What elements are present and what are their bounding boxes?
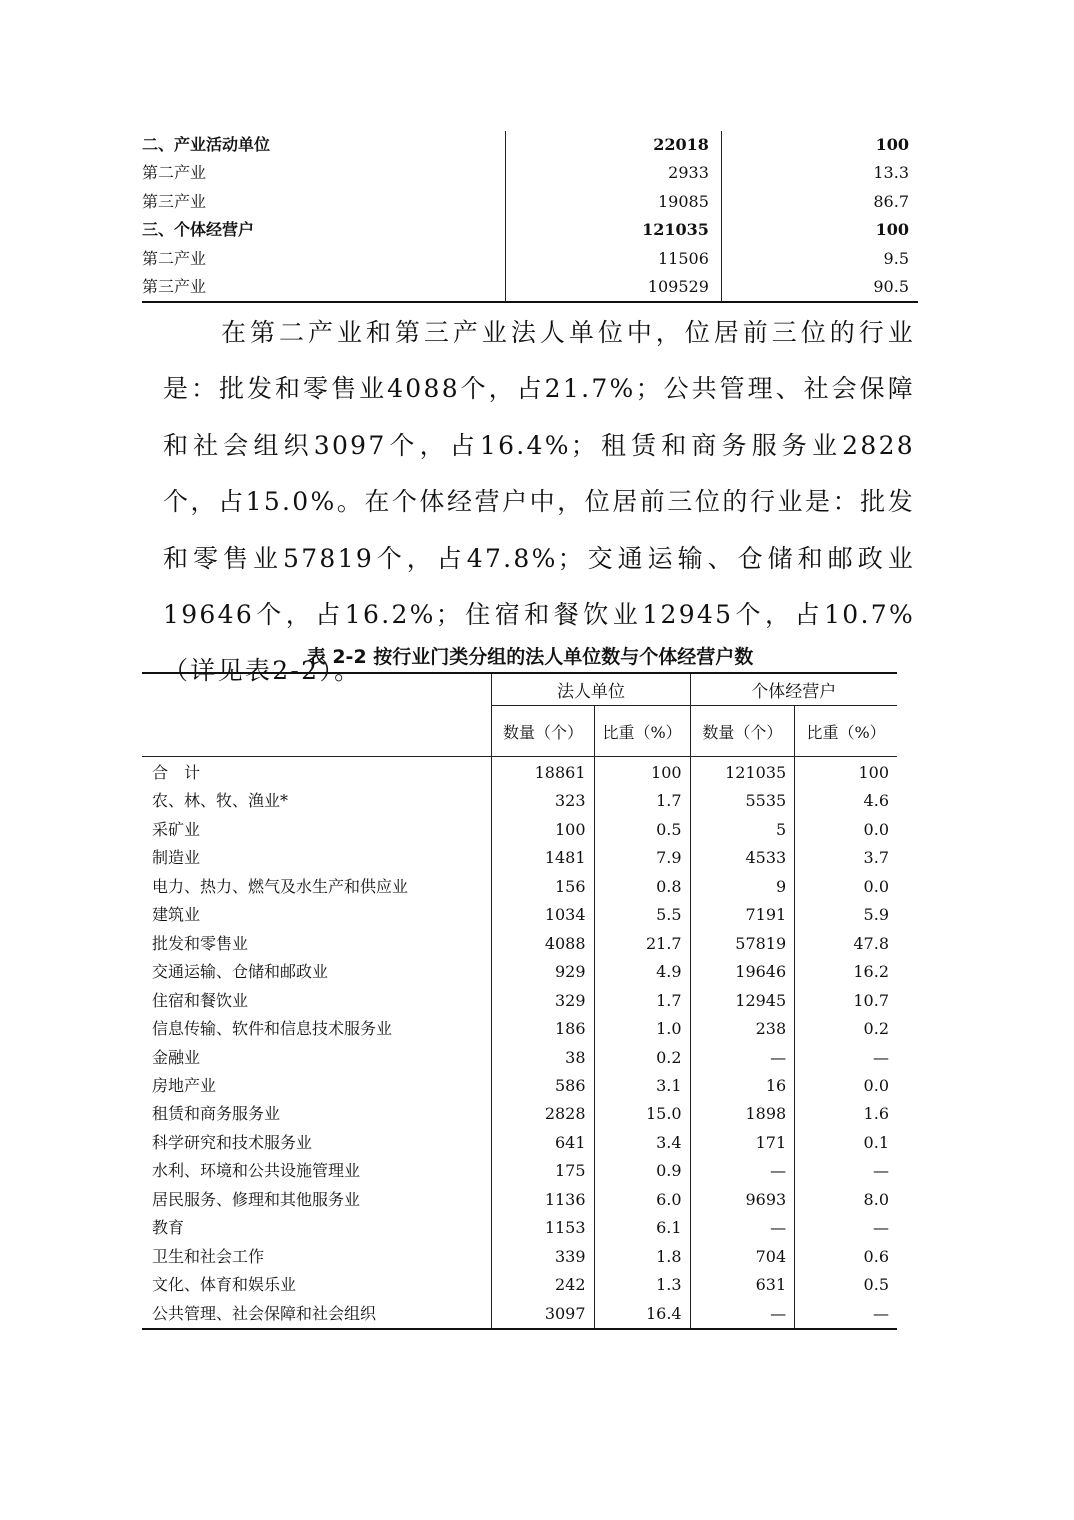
table-row: [142, 1271, 897, 1299]
row-legal-share: 6.1: [594, 1214, 690, 1242]
row-individual-share: 0.0: [795, 816, 897, 844]
summary-row: [142, 159, 918, 187]
row-individual-share: 0.0: [795, 1072, 897, 1100]
summary-row-count: 2933: [506, 159, 721, 187]
header-legal-share: 比重（%）: [594, 706, 690, 757]
summary-row-percent: 13.3: [721, 159, 918, 187]
row-legal-share: 6.0: [594, 1186, 690, 1214]
row-legal-share: 0.8: [594, 873, 690, 901]
summary-row-percent: 9.5: [721, 245, 918, 273]
row-individual-count: —: [690, 1300, 795, 1329]
row-individual-share: 100: [795, 757, 897, 788]
row-individual-count: —: [690, 1214, 795, 1242]
table-row: [142, 844, 897, 872]
table-header: [142, 673, 897, 757]
row-legal-count: 186: [492, 1015, 594, 1043]
row-individual-count: 238: [690, 1015, 795, 1043]
table-row: [142, 1129, 897, 1157]
row-individual-share: —: [795, 1214, 897, 1242]
row-legal-count: 242: [492, 1271, 594, 1299]
summary-row: [142, 188, 918, 216]
row-legal-share: 3.1: [594, 1072, 690, 1100]
row-individual-count: 5535: [690, 787, 795, 815]
table-row: [142, 1300, 897, 1329]
table-row: [142, 787, 897, 815]
header-individual-share: 比重（%）: [795, 706, 897, 757]
row-individual-share: 0.5: [795, 1271, 897, 1299]
row-legal-share: 1.0: [594, 1015, 690, 1043]
row-individual-share: 4.6: [795, 787, 897, 815]
row-industry-name: 合 计: [152, 763, 201, 782]
row-industry-name: 住宿和餐饮业: [152, 990, 249, 1010]
row-legal-share: 15.0: [594, 1100, 690, 1128]
summary-row-count: 19085: [506, 188, 721, 216]
row-individual-count: —: [690, 1157, 795, 1185]
header-individual-count: 数量（个）: [690, 706, 795, 757]
header-row-groups: [142, 673, 897, 706]
row-legal-count: 100: [492, 816, 594, 844]
row-legal-share: 0.9: [594, 1157, 690, 1185]
table-caption: 表 2-2 按行业门类分组的法人单位数与个体经营户数: [306, 646, 754, 668]
row-individual-share: 0.1: [795, 1129, 897, 1157]
row-individual-count: 9693: [690, 1186, 795, 1214]
row-legal-count: 175: [492, 1157, 594, 1185]
summary-row-percent: 100: [721, 216, 918, 244]
row-individual-share: 3.7: [795, 844, 897, 872]
summary-row: [142, 245, 918, 273]
header-blank-cell: [142, 673, 492, 757]
row-industry-name: 租赁和商务服务业: [152, 1104, 281, 1124]
row-legal-share: 0.5: [594, 816, 690, 844]
row-legal-share: 100: [594, 757, 690, 788]
row-industry-name: 公共管理、社会保障和社会组织: [152, 1303, 377, 1323]
industry-summary-table: [142, 131, 918, 303]
summary-row-count: 121035: [506, 216, 721, 244]
row-individual-count: 631: [690, 1271, 795, 1299]
summary-row: [142, 273, 918, 302]
row-legal-share: 1.8: [594, 1243, 690, 1271]
row-legal-share: 3.4: [594, 1129, 690, 1157]
row-legal-share: 7.9: [594, 844, 690, 872]
summary-row-percent: 86.7: [721, 188, 918, 216]
row-legal-count: 641: [492, 1129, 594, 1157]
summary-row-label: 第二产业: [142, 163, 207, 183]
row-individual-count: 1898: [690, 1100, 795, 1128]
summary-row-count: 22018: [506, 131, 721, 159]
row-legal-count: 1153: [492, 1214, 594, 1242]
row-individual-count: 19646: [690, 958, 795, 986]
row-individual-count: 16: [690, 1072, 795, 1100]
row-industry-name: 文化、体育和娱乐业: [152, 1275, 297, 1295]
row-industry-name: 电力、热力、燃气及水生产和供应业: [152, 876, 409, 896]
row-industry-name: 制造业: [152, 848, 201, 868]
row-individual-share: 0.2: [795, 1015, 897, 1043]
row-legal-count: 929: [492, 958, 594, 986]
table-row: [142, 1044, 897, 1072]
industry-summary-body: [142, 131, 918, 302]
table-row: [142, 1100, 897, 1128]
row-legal-share: 21.7: [594, 930, 690, 958]
row-individual-count: 5: [690, 816, 795, 844]
row-legal-count: 156: [492, 873, 594, 901]
table-row: [142, 816, 897, 844]
row-individual-share: —: [795, 1044, 897, 1072]
header-legal-count: 数量（个）: [492, 706, 594, 757]
row-legal-share: 16.4: [594, 1300, 690, 1329]
row-legal-count: 323: [492, 787, 594, 815]
row-individual-count: 12945: [690, 987, 795, 1015]
row-individual-share: 8.0: [795, 1186, 897, 1214]
row-individual-count: 7191: [690, 901, 795, 929]
table-row: [142, 1072, 897, 1100]
row-legal-share: 1.3: [594, 1271, 690, 1299]
row-legal-share: 0.2: [594, 1044, 690, 1072]
row-legal-count: 18861: [492, 757, 594, 788]
row-industry-name: 金融业: [152, 1047, 201, 1067]
paragraph-text: 在第二产业和第三产业法人单位中，位居前三位的行业是：批发和零售业4088个，占21.7%；公共管理、社会保障和社会组织3097个，占16.4%；租赁和商务服务业2828个，占15.0%。在个体经营户中，位居前三位的行业是：批发和零售业57819个，占47.8%；交通运输、仓储和邮政业19646个，占16.2%；住宿和餐饮业12945个，占10.7%（详见表2-2）。: [163, 318, 915, 686]
row-industry-name: 建筑业: [152, 905, 201, 925]
row-industry-name: 教育: [152, 1218, 185, 1238]
row-individual-share: 10.7: [795, 987, 897, 1015]
row-legal-share: 1.7: [594, 987, 690, 1015]
row-individual-count: 9: [690, 873, 795, 901]
row-individual-count: 57819: [690, 930, 795, 958]
industry-breakdown-table: [142, 672, 897, 1330]
row-individual-share: —: [795, 1157, 897, 1185]
row-legal-share: 4.9: [594, 958, 690, 986]
row-industry-name: 房地产业: [152, 1075, 217, 1095]
row-industry-name: 采矿业: [152, 819, 201, 839]
row-legal-share: 5.5: [594, 901, 690, 929]
row-individual-count: 4533: [690, 844, 795, 872]
summary-row-label: 第三产业: [142, 191, 207, 211]
row-legal-count: 3097: [492, 1300, 594, 1329]
summary-row-count: 11506: [506, 245, 721, 273]
header-individual-businesses: 个体经营户: [690, 673, 897, 706]
summary-row-label: 三、个体经营户: [142, 220, 255, 240]
table-row: [142, 1214, 897, 1242]
table-row: [142, 1243, 897, 1271]
table-row: [142, 757, 897, 788]
row-legal-count: 4088: [492, 930, 594, 958]
row-industry-name: 交通运输、仓储和邮政业: [152, 962, 329, 982]
row-industry-name: 水利、环境和公共设施管理业: [152, 1161, 361, 1181]
row-individual-share: 5.9: [795, 901, 897, 929]
table-row: [142, 1157, 897, 1185]
body-paragraph: [163, 305, 915, 700]
table-row: [142, 958, 897, 986]
table-row: [142, 901, 897, 929]
row-legal-count: 1034: [492, 901, 594, 929]
summary-row-label: 二、产业活动单位: [142, 135, 271, 154]
row-industry-name: 科学研究和技术服务业: [152, 1132, 313, 1152]
row-individual-share: —: [795, 1300, 897, 1329]
summary-row-label: 第三产业: [142, 273, 506, 302]
table-row: [142, 1186, 897, 1214]
row-industry-name: 居民服务、修理和其他服务业: [152, 1189, 361, 1209]
table-row: [142, 873, 897, 901]
summary-row-count: 109529: [506, 273, 721, 302]
table-row: [142, 987, 897, 1015]
row-industry-name: 信息传输、软件和信息技术服务业: [152, 1019, 393, 1039]
row-individual-count: 121035: [690, 757, 795, 788]
row-legal-count: 1136: [492, 1186, 594, 1214]
row-individual-share: 0.6: [795, 1243, 897, 1271]
summary-row: [142, 131, 918, 159]
row-individual-count: 704: [690, 1243, 795, 1271]
row-legal-count: 339: [492, 1243, 594, 1271]
table-body: [142, 757, 897, 1330]
header-legal-entities: 法人单位: [492, 673, 690, 706]
row-legal-count: 586: [492, 1072, 594, 1100]
row-legal-count: 329: [492, 987, 594, 1015]
row-individual-count: —: [690, 1044, 795, 1072]
row-individual-count: 171: [690, 1129, 795, 1157]
summary-row-percent: 100: [721, 131, 918, 159]
row-legal-count: 2828: [492, 1100, 594, 1128]
row-legal-count: 38: [492, 1044, 594, 1072]
row-individual-share: 0.0: [795, 873, 897, 901]
row-individual-share: 47.8: [795, 930, 897, 958]
row-individual-share: 16.2: [795, 958, 897, 986]
row-legal-count: 1481: [492, 844, 594, 872]
row-industry-name: 农、林、牧、渔业*: [152, 791, 289, 811]
table-row: [142, 1015, 897, 1043]
summary-row-percent: 90.5: [721, 273, 918, 302]
summary-row-label: 第二产业: [142, 248, 207, 268]
row-individual-share: 1.6: [795, 1100, 897, 1128]
table-row: [142, 930, 897, 958]
row-industry-name: 卫生和社会工作: [152, 1246, 265, 1266]
summary-row: [142, 216, 918, 244]
row-legal-share: 1.7: [594, 787, 690, 815]
row-industry-name: 批发和零售业: [152, 933, 249, 953]
